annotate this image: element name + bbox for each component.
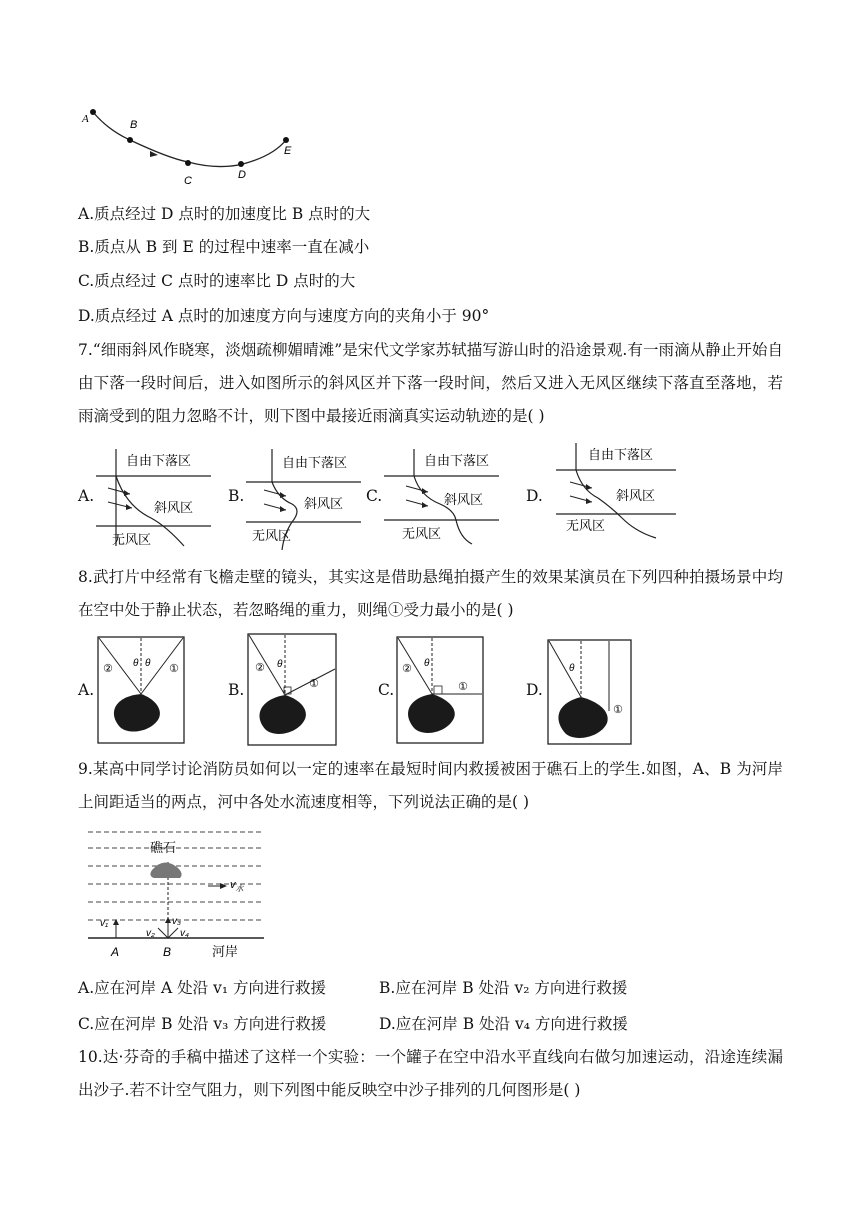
q6-option-a: A.质点经过 D 点时的加速度比 B 点时的大 — [78, 205, 371, 223]
point-d-label: D — [238, 169, 246, 181]
q7-figure-c — [384, 446, 504, 552]
zone-wind-label: 斜风区 — [444, 492, 484, 507]
point-b-label: B — [163, 945, 172, 959]
rope1-label: ① — [169, 663, 179, 675]
zone-none-label: 无风区 — [402, 526, 442, 541]
q9-option-a: A.应在河岸 A 处沿 v₁ 方向进行救援 — [78, 979, 326, 997]
v-water-label: $v_水$ — [230, 879, 244, 893]
point-e-label: E — [284, 145, 292, 157]
q6-trajectory-figure — [78, 100, 308, 195]
v2-label: v₂ — [146, 928, 155, 939]
q7-label-a: A. — [78, 487, 95, 505]
theta-label: θ — [424, 658, 430, 669]
q9-river-figure — [84, 826, 269, 964]
q7-label-d: D. — [526, 487, 543, 505]
q9-option-c: C.应在河岸 B 处沿 v₃ 方向进行救援 — [78, 1015, 327, 1033]
q8-label-c: C. — [378, 681, 395, 699]
q7-figure-b — [246, 446, 366, 552]
bank-label: 河岸 — [212, 944, 239, 959]
rope1-label: ① — [613, 704, 623, 716]
rope2-label: ② — [103, 663, 113, 675]
q7-label-b: B. — [228, 487, 245, 505]
rock-label: 礁石 — [150, 840, 177, 855]
q6-option-c: C.质点经过 C 点时的速率比 D 点时的大 — [78, 272, 356, 290]
zone-free-label: 自由下落区 — [126, 453, 192, 468]
q7-label-c: C. — [366, 487, 383, 505]
v4-label: v₄ — [180, 928, 190, 939]
q8-figure-a — [97, 636, 185, 744]
rope2-label: ② — [255, 662, 265, 674]
zone-free-label: 自由下落区 — [424, 453, 490, 468]
point-b-label: B — [130, 119, 138, 131]
q10-stem: 10.达·芬奇的手稿中描述了这样一个实验：一个罐子在空中沿水平直线向右做匀加速运动，沿途连续漏出沙子.若不计空气阻力，则下列图中能反映空中沙子排列的几何图形是( ) — [78, 1048, 783, 1099]
theta-label: θ — [133, 658, 139, 669]
rope1-label: ① — [309, 678, 319, 690]
q8-label-b: B. — [228, 681, 245, 699]
q8-label-d: D. — [526, 681, 543, 699]
v1-label: v₁ — [100, 918, 109, 929]
q7-stem: 7.“细雨斜风作晓寒，淡烟疏柳媚晴滩”是宋代文学家苏轼描写游山时的沿途景观.有一雨滴从静止开始自由下落一段时间后，进入如图所示的斜风区并下落一段时间，然后又进入无风区继续下落直至落地，若雨滴受到的阻力忽略不计，则下图中最接近雨滴真实运动轨迹的是( ) — [78, 341, 783, 425]
point-a-label: A — [82, 113, 89, 125]
rope2-label: ② — [402, 663, 412, 675]
zone-wind-label: 斜风区 — [304, 496, 344, 511]
zone-none-label: 无风区 — [112, 532, 152, 547]
q6-option-b: B.质点从 B 到 E 的过程中速率一直在减小 — [78, 238, 370, 256]
rope1-label: ① — [458, 681, 468, 693]
theta-label: θ — [277, 659, 283, 670]
q9-option-b: B.应在河岸 B 处沿 v₂ 方向进行救援 — [379, 979, 628, 997]
v3-label: v₃ — [172, 916, 181, 927]
q8-stem: 8.武打片中经常有飞檐走壁的镜头，其实这是借助悬绳拍摄产生的效果某演员在下列四种拍摄场景中均在空中处于静止状态，若忽略绳的重力，则绳①受力最小的是( ) — [78, 568, 783, 619]
q8-figure-b — [247, 633, 337, 746]
q7-figure-d — [552, 440, 682, 540]
q8-figure-c — [396, 636, 484, 744]
zone-none-label: 无风区 — [252, 528, 292, 543]
q6-option-d: D.质点经过 A 点时的加速度方向与速度方向的夹角小于 90° — [78, 307, 490, 325]
zone-wind-label: 斜风区 — [154, 500, 194, 515]
zone-free-label: 自由下落区 — [282, 455, 348, 470]
q8-figure-d — [547, 639, 632, 745]
theta-label: θ — [145, 658, 151, 669]
zone-free-label: 自由下落区 — [588, 447, 654, 462]
zone-wind-label: 斜风区 — [616, 488, 656, 503]
point-a-label: A — [111, 945, 120, 959]
q9-stem: 9.某高中同学讨论消防员如何以一定的速率在最短时间内救援被困于礁石上的学生.如图，A、B 为河岸上间距适当的两点，河中各处水流速度相等，下列说法正确的是( ) — [78, 760, 783, 811]
theta-label: θ — [569, 663, 575, 674]
zone-none-label: 无风区 — [566, 518, 606, 533]
q9-option-d: D.应在河岸 B 处沿 v₄ 方向进行救援 — [379, 1015, 628, 1033]
point-c-label: C — [184, 175, 192, 187]
q7-figure-a — [96, 446, 216, 552]
q8-label-a: A. — [78, 681, 95, 699]
